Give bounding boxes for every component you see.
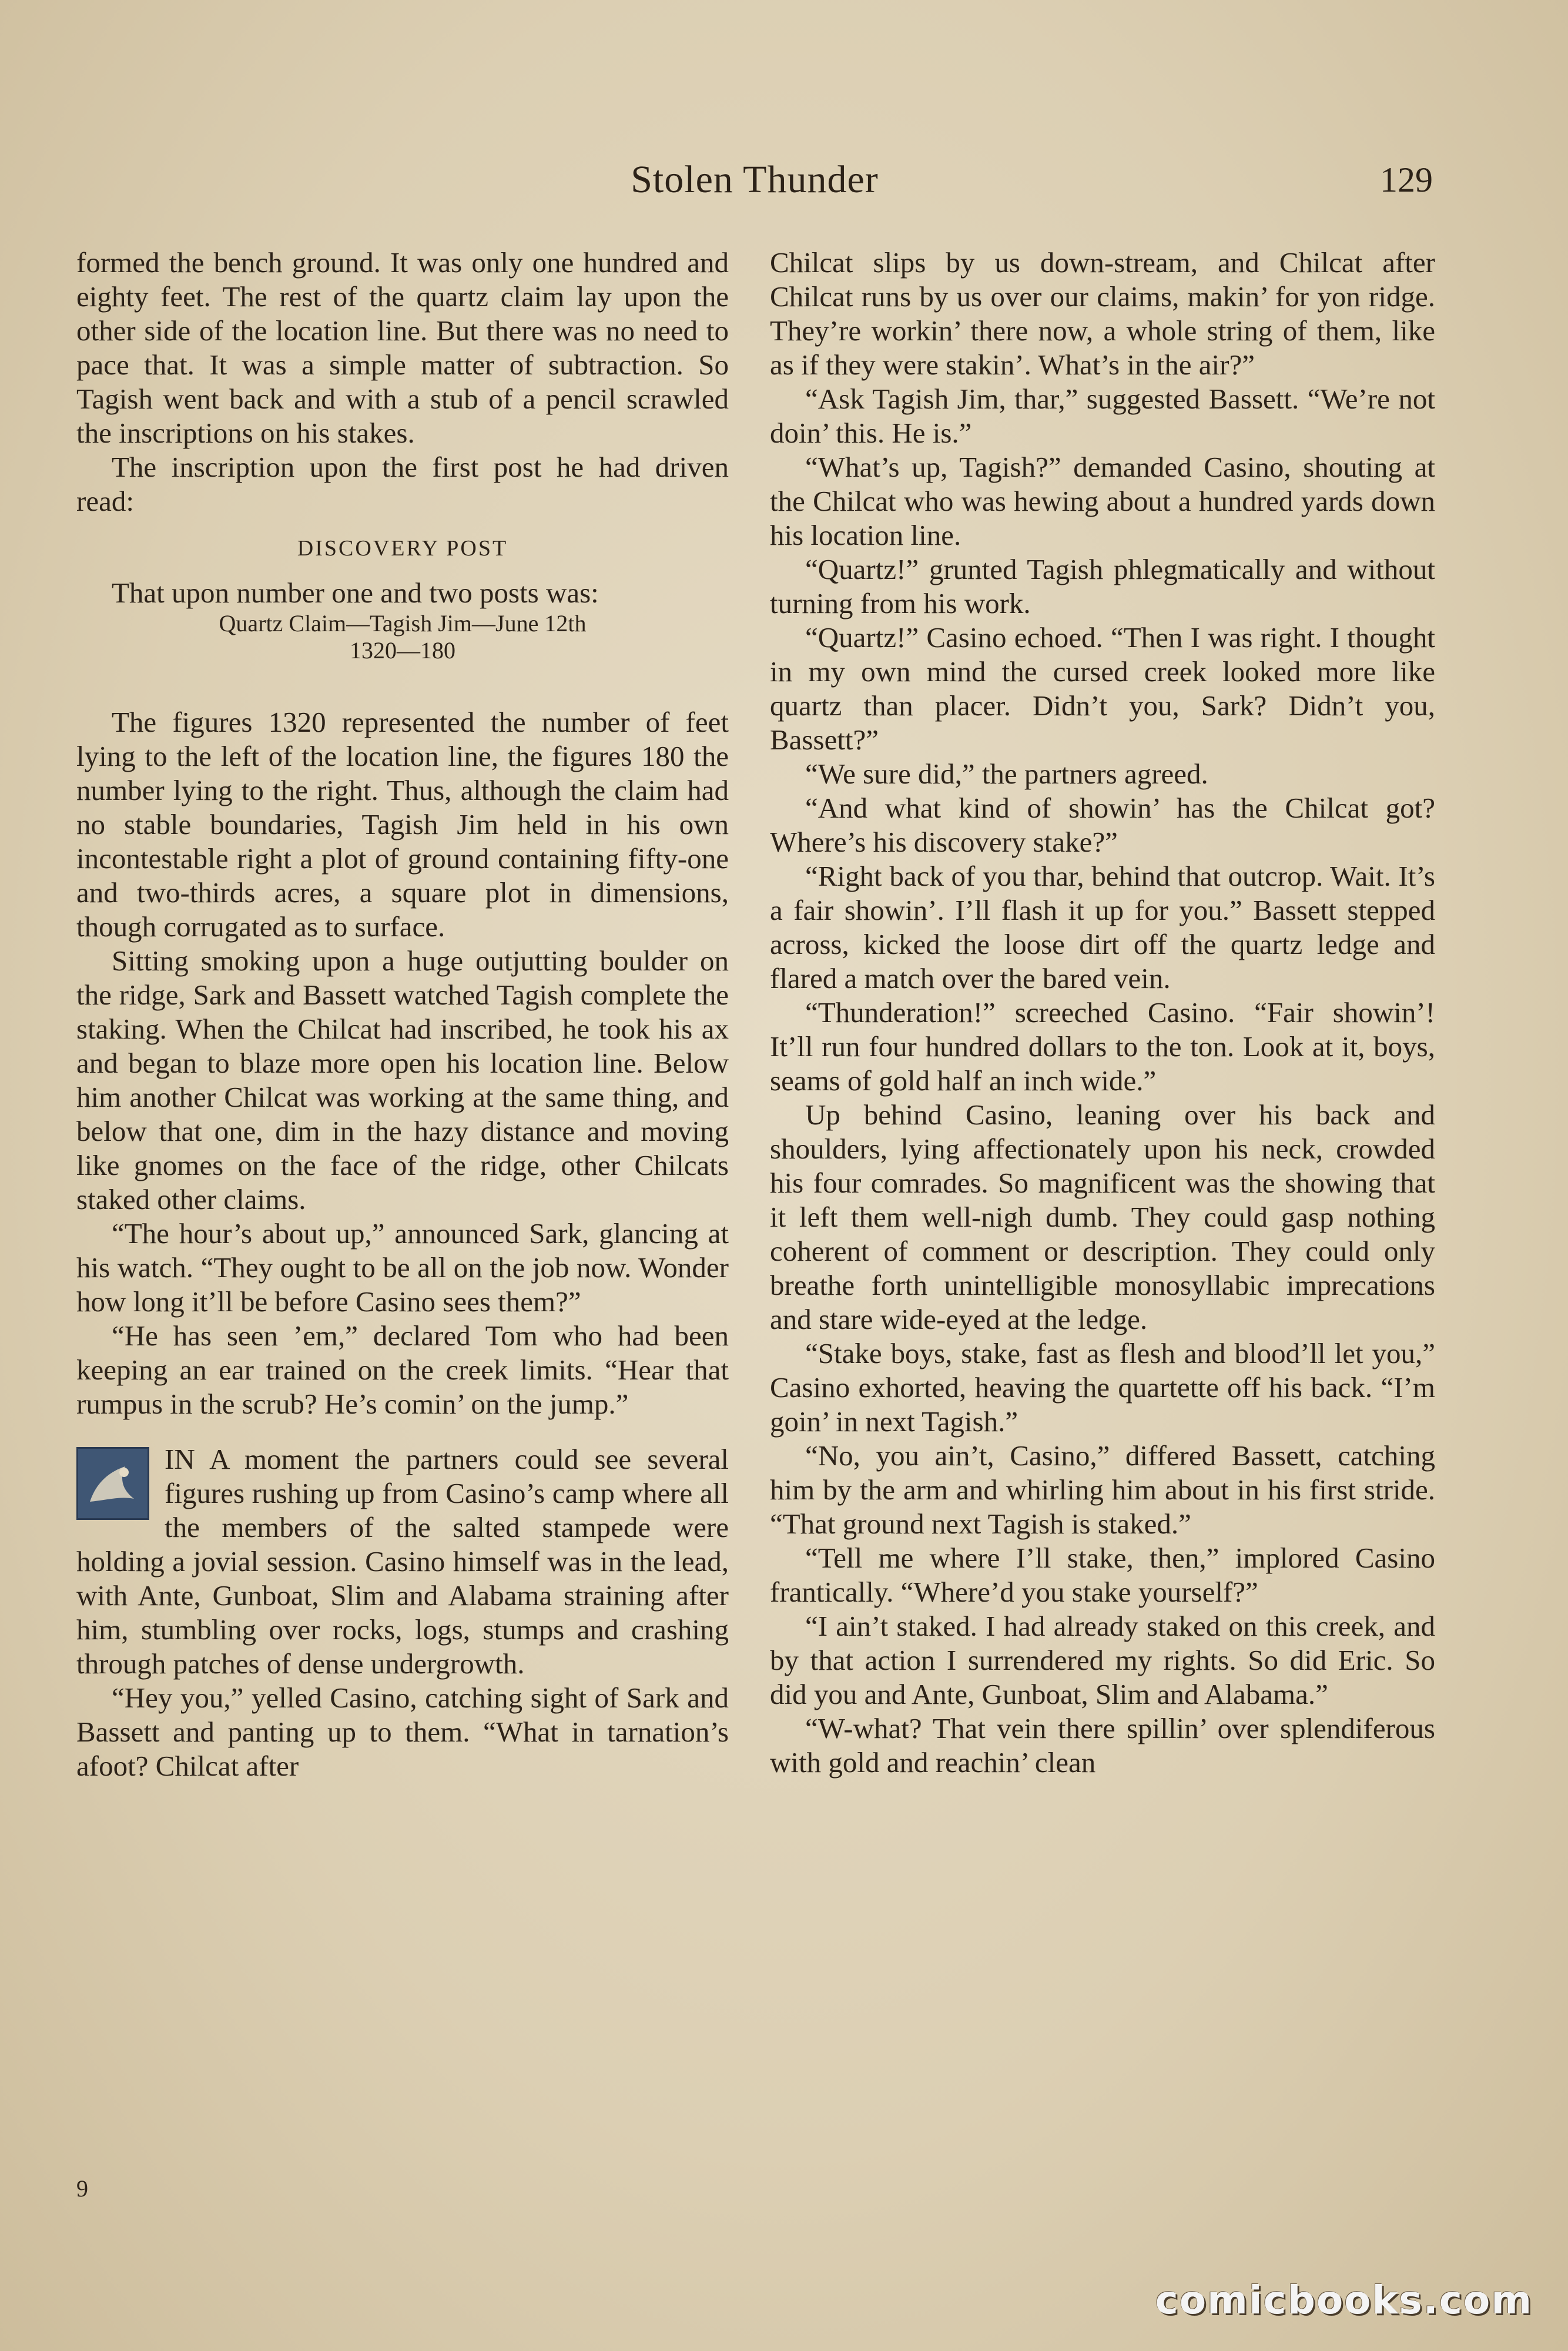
paragraph: “The hour’s about up,” announced Sark, glancing at his watch. “They ought to be all on the job now. Wonder how long it’ll be before Casino sees them?” — [76, 1217, 729, 1318]
inscription-discovery-post: DISCOVERY POST — [297, 536, 508, 561]
paragraph: “Tell me where I’ll stake, then,” implored Casino frantically. “Where’d you stake yourself?” — [770, 1542, 1435, 1608]
left-column — [76, 246, 729, 1783]
paragraph: “Thunderation!” screeched Casino. “Fair showin’! It’ll run four hundred dollars to the ton. Look at it, boys, seams of gold half an inch wide.” — [770, 996, 1435, 1097]
section-start — [76, 1442, 729, 1681]
paragraph: “Quartz!” Casino echoed. “Then I was right. I thought in my own mind the cursed creek looked more like quartz than placer. Didn’t you, Sark? Didn’t you, Bassett?” — [770, 621, 1435, 756]
paragraph: “No, you ain’t, Casino,” differed Bassett, catching him by the arm and whirling him about in his first stride. “That ground next Tagish is staked.” — [770, 1439, 1435, 1540]
paragraph: The inscription upon the first post he had driven read: — [76, 451, 729, 517]
page-number: 129 — [1380, 160, 1433, 199]
right-column — [770, 246, 1435, 1780]
paragraph: “Hey you,” yelled Casino, catching sight of Sark and Bassett and panting up to them. “What in tarnation’s afoot? Chilcat after — [76, 1682, 729, 1782]
inscription-claim — [76, 610, 729, 664]
signature-mark: 9 — [76, 2175, 88, 2202]
paragraph: “I ain’t staked. I had already staked on this creek, and by that action I surrendered my rights. So did Eric. So did you and Ante, Gunboat, Slim and Alabama.” — [770, 1610, 1435, 1710]
inscription-claim-line2: 1320—180 — [350, 637, 455, 664]
paragraph: Chilcat slips by us down-stream, and Chilcat after Chilcat runs by us over our claims, makin’ for yon ridge. They’re workin’ there now, a whole string of them, like as if they were stakin’. What’s in the air?” — [770, 246, 1435, 381]
decorative-initial-icon — [76, 1447, 149, 1520]
paragraph: “He has seen ’em,” declared Tom who had been keeping an ear trained on the creek limits. “Hear that rumpus in the scrub? He’s comin’ on the jump.” — [76, 1319, 729, 1420]
paragraph: formed the bench ground. It was only one hundred and eighty feet. The rest of the quartz claim lay upon the other side of the location line. But there was no need to pace that. It was a simple matter of subtraction. So Tagish went back and with a stub of a pencil scrawled the inscriptions on his stakes. — [76, 246, 729, 449]
paragraph: “Quartz!” grunted Tagish phlegmatically and without turning from his work. — [770, 553, 1435, 619]
paragraph: “Stake boys, stake, fast as flesh and blood’ll let you,” Casino exhorted, heaving the quartette off his back. “I’m goin’ in next Tagish.” — [770, 1337, 1435, 1438]
paragraph: The figures 1320 represented the number of feet lying to the left of the location line, the figures 180 the number lying to the right. Thus, although the claim had no stable boundaries, Tagish Jim held in his own incontestable right a plot of ground containing fifty-one and two-thirds acres, a square plot in dimensions, though corrugated as to surface. — [76, 706, 729, 943]
running-title: Stolen Thunder — [631, 158, 879, 201]
paragraph: Up behind Casino, leaning over his back and shoulders, lying affectionately upon his neck, crowded his four comrades. So magnificent was the showing that it left them well-nigh dumb. They could gasp nothing coherent of comment or description. They could only breathe forth unintelligible monosyllabic imprecations and stare wide-eyed at the ledge. — [770, 1099, 1435, 1335]
running-head — [76, 158, 1433, 205]
paragraph: “We sure did,” the partners agreed. — [805, 758, 1208, 790]
paragraph: That upon number one and two posts was: — [112, 577, 599, 609]
paragraph: “What’s up, Tagish?” demanded Casino, shouting at the Chilcat who was hewing about a hundred yards down his location line. — [770, 451, 1435, 551]
paragraph: “And what kind of showin’ has the Chilcat got? Where’s his discovery stake?” — [770, 792, 1435, 858]
watermark: comicbooks.com — [1155, 2278, 1533, 2323]
paragraph: IN A moment the partners could see several figures rushing up from Casino’s camp where all the members of the salted stampede were holding a jovial session. Casino himself was in the lead, with Ante, Gunboat, Slim and Alabama straining after him, stumbling over rocks, logs, stumps and crashing through patches of dense undergrowth. — [76, 1443, 729, 1680]
paragraph: Sitting smoking upon a huge outjutting boulder on the ridge, Sark and Bassett watched Tagish complete the staking. When the Chilcat had inscribed, he took his ax and began to blaze more open his location line. Below him another Chilcat was working at the same thing, and below that one, dim in the hazy distance and moving like gnomes on the face of the ridge, other Chilcats staked other claims. — [76, 945, 729, 1215]
paragraph: “W-what? That vein there spillin’ over splendiferous with gold and reachin’ clean — [770, 1712, 1435, 1779]
paragraph: “Right back of you thar, behind that outcrop. Wait. It’s a fair showin’. I’ll flash it up for you.” Bassett stepped across, kicked the loose dirt off the quartz ledge and flared a match over the bared vein. — [770, 860, 1435, 994]
paragraph: “Ask Tagish Jim, thar,” suggested Bassett. “We’re not doin’ this. He is.” — [770, 383, 1435, 449]
inscription-claim-line1: Quartz Claim—Tagish Jim—June 12th — [219, 610, 587, 637]
